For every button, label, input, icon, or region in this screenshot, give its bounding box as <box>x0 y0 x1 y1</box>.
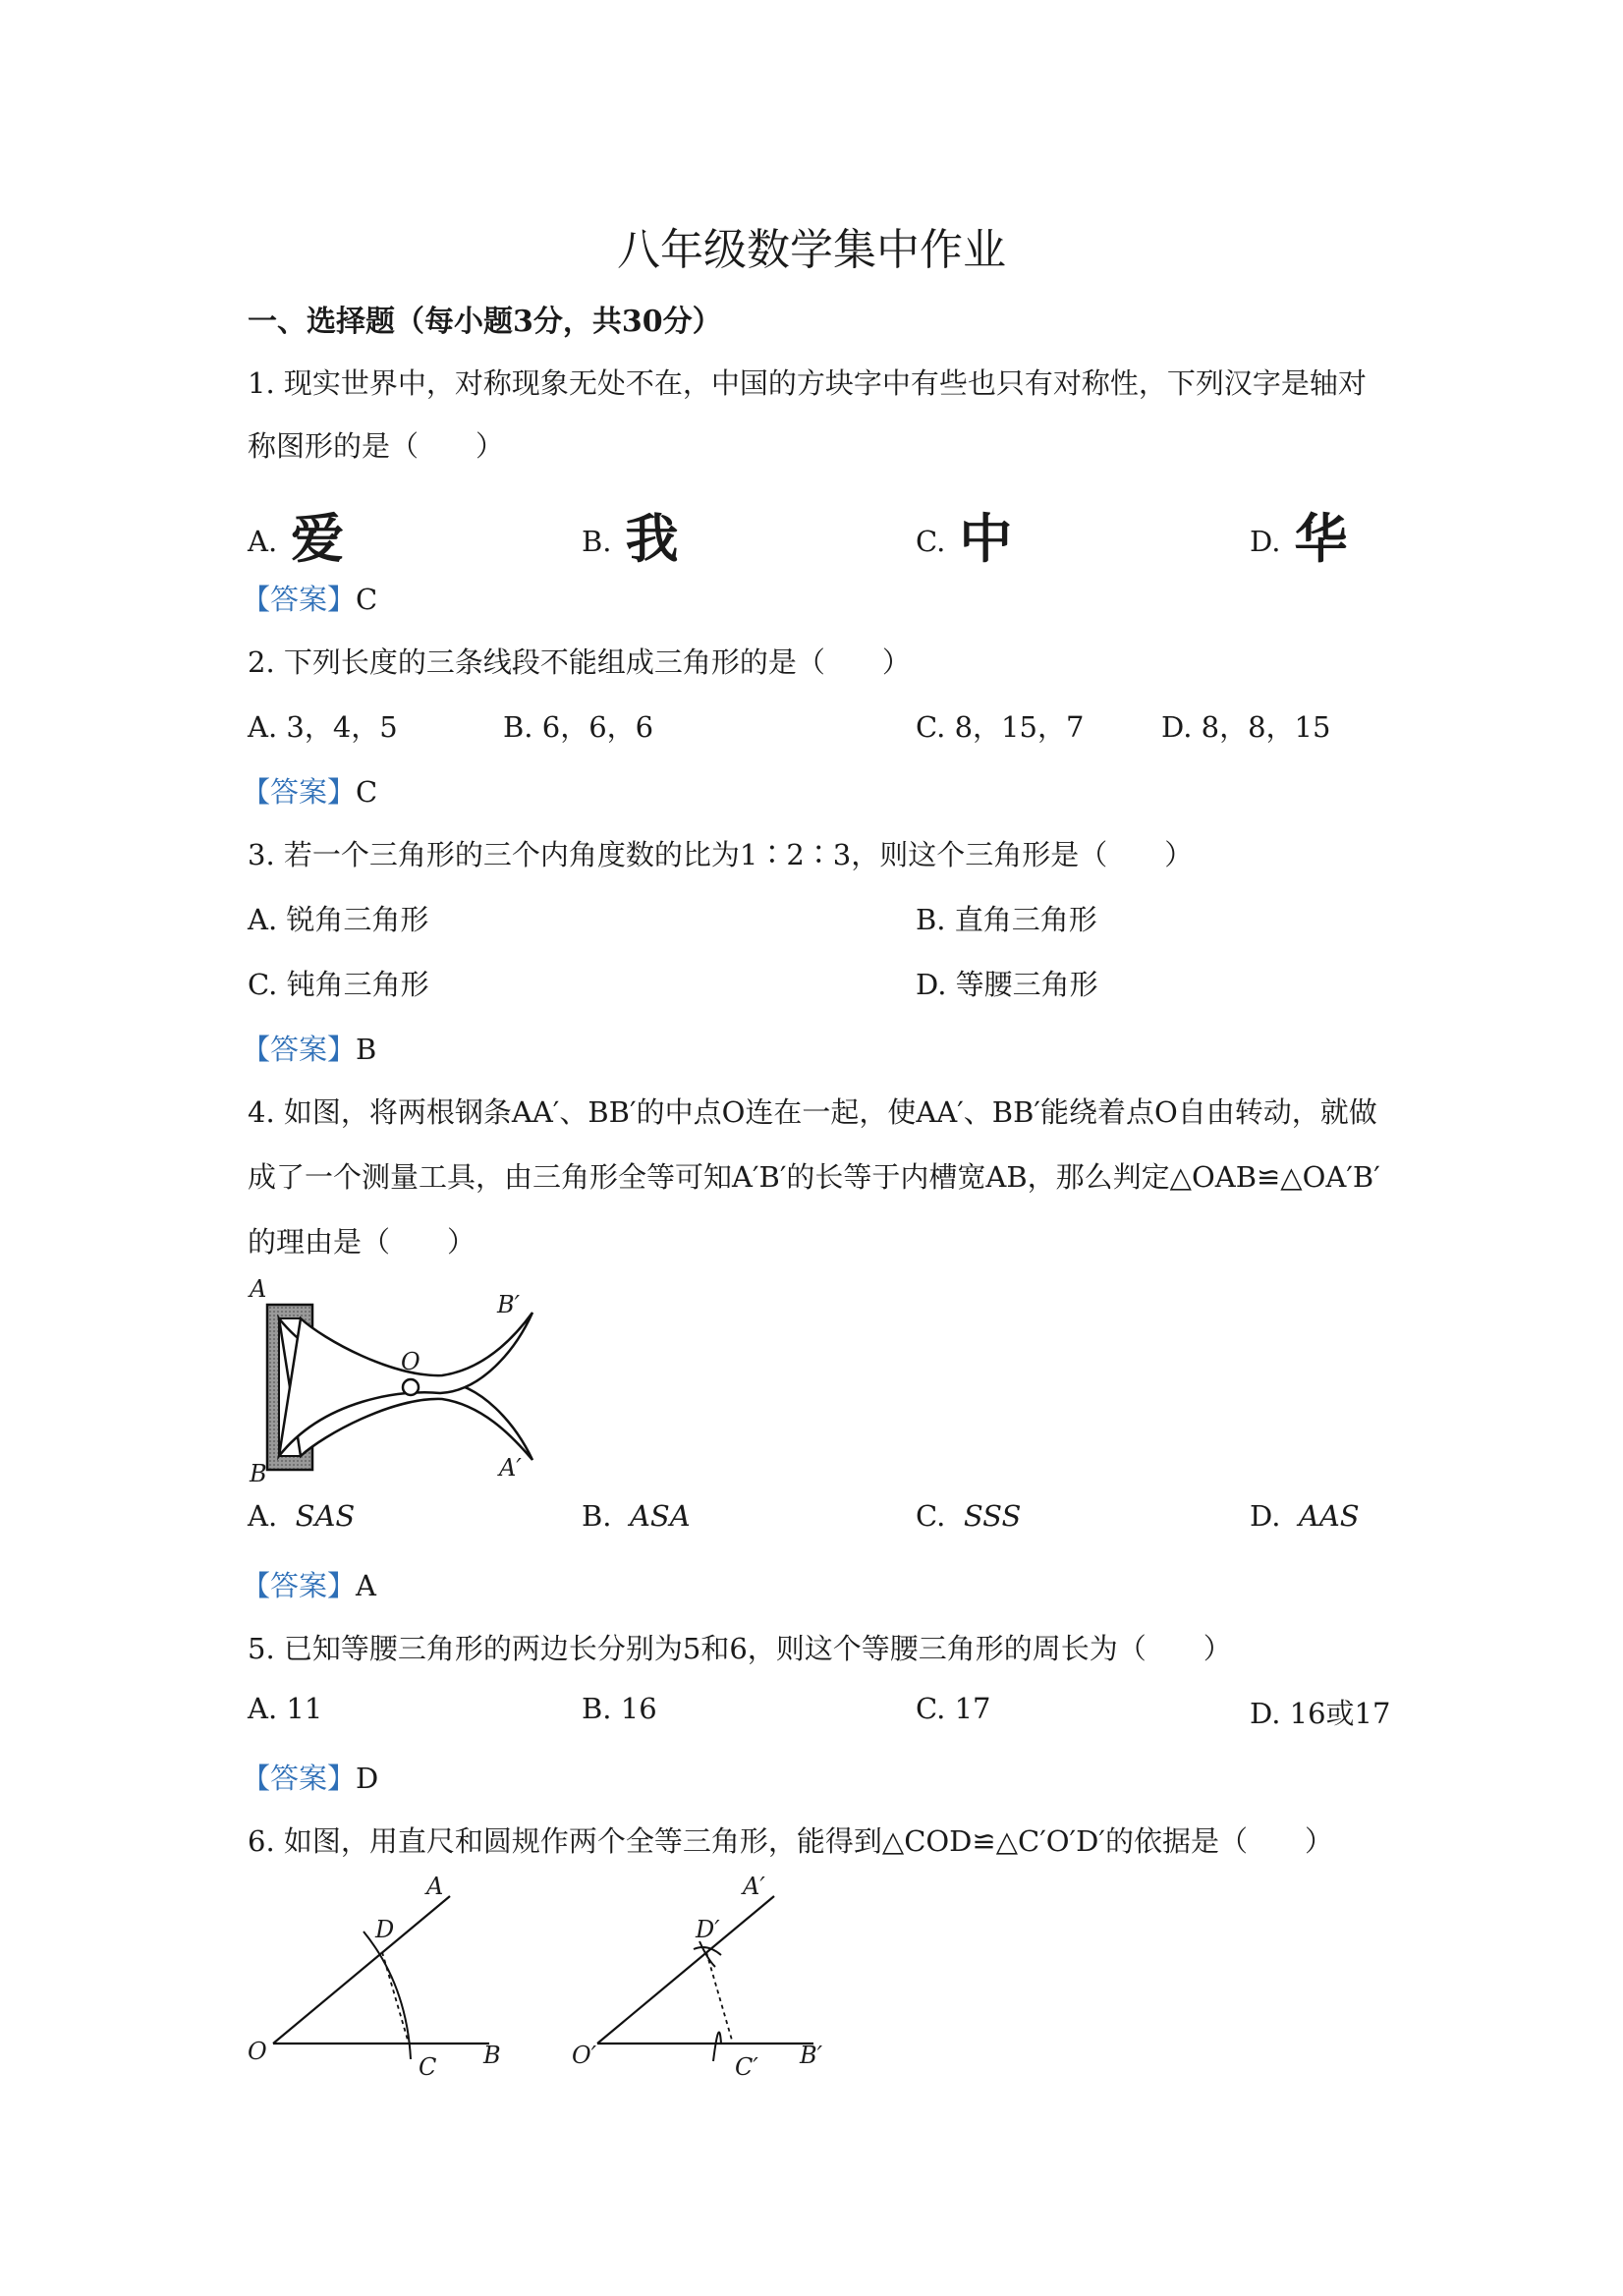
answer-value: A <box>356 1569 376 1602</box>
section-heading: 一、选择题（每小题3分，共30分） <box>248 305 722 339</box>
q1-option-b: B. 我 <box>582 508 679 570</box>
answer-tag: 【答案】 <box>242 1569 357 1602</box>
answer-value: C <box>356 583 378 616</box>
q1-option-d-char: 华 <box>1294 508 1348 570</box>
q4-label-a: A <box>250 1275 267 1303</box>
question-6-line-1: 6. 如图，用直尺和圆规作两个全等三角形，能得到△COD≌△C′O′D′的依据是（ ） <box>248 1824 1333 1858</box>
question-2-line-1: 2. 下列长度的三条线段不能组成三角形的是（ ） <box>248 645 911 679</box>
q4-figure-measuring-tool <box>246 1267 540 1487</box>
page-title: 八年级数学集中作业 <box>617 225 1006 275</box>
answer-value: D <box>356 1762 379 1795</box>
q5-answer <box>242 1757 378 1797</box>
q4-label-a-prime: A′ <box>499 1454 522 1482</box>
answer-value: B <box>356 1033 377 1066</box>
answer-tag: 【答案】 <box>242 1762 357 1795</box>
q3-option-d: D. 等腰三角形 <box>916 968 1098 1001</box>
question-1-line-2: 称图形的是（ ） <box>248 429 505 463</box>
q6-figure-left <box>244 1867 519 2083</box>
q6-figure-right <box>568 1867 843 2083</box>
q3-answer <box>242 1028 376 1068</box>
q5-option-c: C. 17 <box>916 1692 991 1725</box>
q4-label-b: B <box>250 1460 267 1487</box>
q3-option-b: B. 直角三角形 <box>916 903 1097 936</box>
question-4-line-3: 的理由是（ ） <box>248 1225 476 1259</box>
question-4-line-2: 成了一个测量工具，由三角形全等可知A′B′的长等于内槽宽AB，那么判定△OAB≌△OA′B′ <box>248 1160 1380 1194</box>
q4-option-d: D. AAS <box>1250 1499 1360 1533</box>
q1-option-a-char: 爱 <box>291 508 345 570</box>
q1-option-a: A. 爱 <box>248 508 345 570</box>
question-5-line-1: 5. 已知等腰三角形的两边长分别为5和6，则这个等腰三角形的周长为（ ） <box>248 1632 1232 1665</box>
q1-option-c-char: 中 <box>959 508 1013 570</box>
q2-option-d: D. 8，8，15 <box>1161 710 1331 744</box>
q2-option-b: B. 6，6，6 <box>503 710 654 744</box>
question-3-line-1: 3. 若一个三角形的三个内角度数的比为1∶2∶3，则这个三角形是（ ） <box>248 838 1194 871</box>
q5-option-a: A. 11 <box>248 1692 323 1725</box>
question-4-line-1: 4. 如图，将两根钢条AA′、BB′的中点O连在一起，使AA′、BB′能绕着点O自由转动，就做 <box>248 1095 1377 1129</box>
q4-answer <box>242 1564 376 1604</box>
q6-right-label-o: O′ <box>572 2042 597 2069</box>
q3-option-c: C. 钝角三角形 <box>248 968 429 1001</box>
answer-value: C <box>356 775 378 809</box>
q6-left-label-b: B <box>483 2042 501 2069</box>
q2-option-c: C. 8，15，7 <box>916 710 1085 744</box>
q4-option-b: B. ASA <box>582 1499 691 1533</box>
q6-right-label-d: D′ <box>696 1916 720 1943</box>
q4-option-c: C. SSS <box>916 1499 1022 1533</box>
q2-answer <box>242 770 377 811</box>
q6-left-label-a: A <box>426 1873 444 1900</box>
q3-option-a: A. 锐角三角形 <box>248 903 429 936</box>
answer-tag: 【答案】 <box>242 775 357 809</box>
q1-option-c: C. 中 <box>916 508 1013 570</box>
q5-option-d: D. 16或17 <box>1250 1697 1391 1730</box>
q4-label-o: O <box>401 1348 420 1375</box>
q4-option-a: A. SAS <box>248 1499 356 1533</box>
q6-right-label-b: B′ <box>800 2042 823 2069</box>
q2-option-a: A. 3，4，5 <box>248 710 398 744</box>
q6-right-label-c: C′ <box>735 2053 758 2081</box>
q1-answer <box>242 578 377 618</box>
q6-right-label-a: A′ <box>743 1873 765 1900</box>
question-1-line-1: 1. 现实世界中，对称现象无处不在，中国的方块字中有些也只有对称性，下列汉字是轴对 <box>248 366 1367 400</box>
q4-label-b-prime: B′ <box>497 1291 521 1318</box>
q5-option-b: B. 16 <box>582 1692 657 1725</box>
q1-option-d: D. 华 <box>1250 508 1348 570</box>
q1-option-b-char: 我 <box>625 508 679 570</box>
q6-left-label-d: D <box>375 1916 395 1943</box>
q6-left-label-c: C <box>419 2053 437 2081</box>
q6-left-label-o: O <box>248 2038 267 2065</box>
answer-tag: 【答案】 <box>242 583 357 616</box>
answer-tag: 【答案】 <box>242 1033 357 1066</box>
